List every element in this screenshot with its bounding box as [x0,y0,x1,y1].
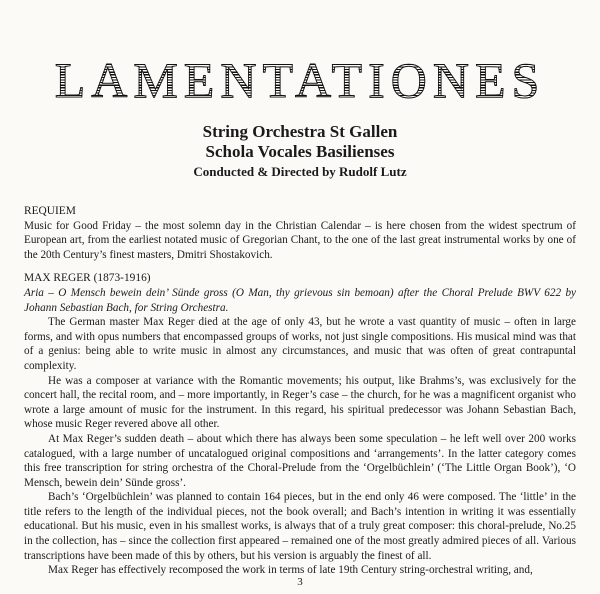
paragraph: Bach’s ‘Orgelbüchlein’ was planned to contain 164 pieces, but in the end only 46 were composed. The ‘little’ in the title refers to the length of the individual pieces, not the book overall; and Bach’s intention in writing it was essentially educational. But his music, even in his smallest works, is always that of a truly great composer: this choral-prelude, No.25 in the collection, has – since the collection first appeared – remained one of the most greatly admired pieces of all. Various transcriptions have been made of this by others, but his version is arguably the finest of all. [24,491,576,562]
ensemble-name: String Orchestra St Gallen [202,122,398,141]
liner-notes [24,204,576,587]
choir-name: Schola Vocales Basilienses [205,142,395,161]
requiem-text: Music for Good Friday – the most solemn day in the Christian Calendar – is here chosen from the widest spectrum of European art, from the earliest notated music of Gregorian Chant, to the one of the last great instrumental works by one of the 20th Century’s finest masters, Dmitri Shostakovich. [24,219,576,261]
reger-section [24,271,576,577]
paragraph: He was a composer at variance with the Romantic movements; his output, like Brahms’s, was exclusively for the concert hall, the recital room, and – more importantly, in Reger’s case – the church, for he was a magnificent organist who wrote a large amount of music for the instrument. In this regard, his spiritual predecessor was Johann Sebastian Bach, whose music Reger revered above all other. [24,374,576,431]
page-number: 3 [297,576,303,588]
section-heading-requiem: REQUIEM [24,205,76,217]
paragraph: The German master Max Reger died at the age of only 43, but he wrote a vast quantity of music – often in large forms, and with opus numbers that encompassed groups of works, not just single compositions. His musical mind was that of a genius: being able to write music in almost any circumstances, and music that was often of great contrapuntal complexity. [24,316,576,372]
work-title: Aria – O Mensch bewein dein’ Sünde gross (O Man, thy grievous sin bemoan) after the Choral Prelude BWV 622 by Johann Sebastian Bach, for String Orchestra. [24,286,576,314]
conductor-credit: Conducted & Directed by Rudolf Lutz [193,164,407,179]
requiem-section [24,204,576,262]
paragraph: At Max Reger’s sudden death – about which there has always been some speculation – he left well over 200 works catalogued, with a large number of uncatalogued original compositions and ‘arrangements’. In the latter category comes this free transcription for string orchestra of the Choral-Prelude from the ‘Orgelbüchlein’ (‘The Little Organ Book’), ‘O Mensch, bewein dein’ Sünde gross’. [24,432,576,489]
paragraph: Max Reger has effectively recomposed the work in terms of late 19th Century string-orchestral writing, and, [48,564,533,577]
album-title: LAMENTATIONES [0,52,600,108]
section-heading-reger: MAX REGER (1873-1916) [24,272,151,285]
performer-credits [0,122,600,180]
